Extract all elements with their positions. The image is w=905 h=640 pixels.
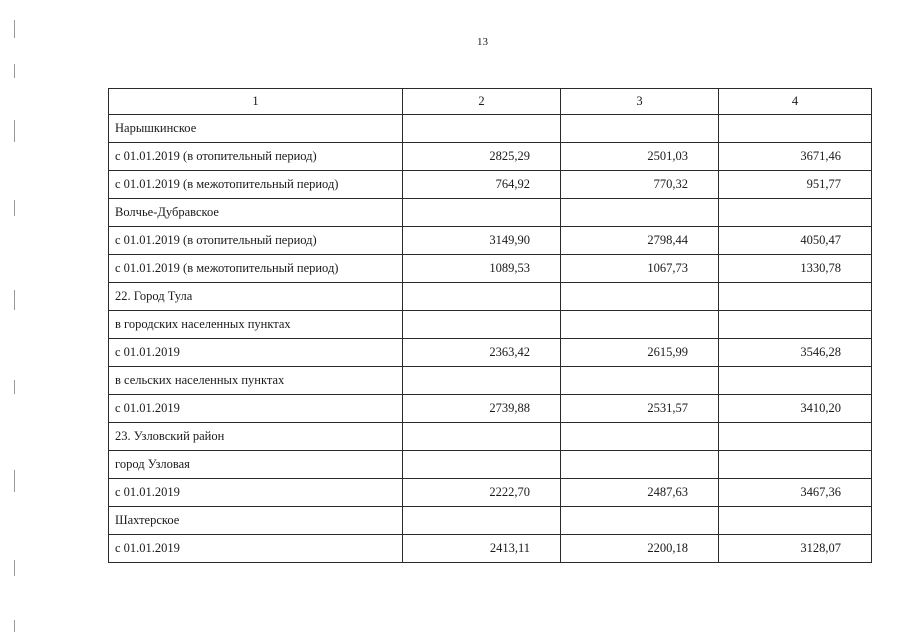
- tariff-value-cell: 2825,29: [403, 143, 561, 171]
- tariff-value-cell: 2363,42: [403, 339, 561, 367]
- tariff-value-cell: [561, 367, 719, 395]
- tariff-value-cell: 3467,36: [719, 479, 872, 507]
- tariff-value-cell: [561, 199, 719, 227]
- tariff-value-cell: [561, 283, 719, 311]
- row-label-cell: в городских населенных пунктах: [109, 311, 403, 339]
- tariff-row: [109, 395, 872, 423]
- tariff-value-cell: [719, 115, 872, 143]
- row-label-cell: с 01.01.2019 (в отопительный период): [109, 143, 403, 171]
- tariff-row: [109, 339, 872, 367]
- tariff-value-cell: 3410,20: [719, 395, 872, 423]
- row-label-cell: с 01.01.2019: [109, 535, 403, 563]
- tariff-value-cell: 2531,57: [561, 395, 719, 423]
- section-label-row: [109, 451, 872, 479]
- tariff-value-cell: 1067,73: [561, 255, 719, 283]
- row-label-cell: с 01.01.2019: [109, 479, 403, 507]
- tariff-value-cell: [719, 311, 872, 339]
- row-label-cell: Волчье-Дубравское: [109, 199, 403, 227]
- column-number-header: 3: [561, 89, 719, 115]
- tariff-value-cell: [403, 199, 561, 227]
- tariff-value-cell: [719, 367, 872, 395]
- row-label-cell: Нарышкинское: [109, 115, 403, 143]
- column-number-header: 1: [109, 89, 403, 115]
- tariff-value-cell: [561, 311, 719, 339]
- row-label-cell: с 01.01.2019: [109, 339, 403, 367]
- table-header-row: [109, 89, 872, 115]
- row-label-cell: 23. Узловский район: [109, 423, 403, 451]
- row-label-cell: 22. Город Тула: [109, 283, 403, 311]
- column-number-header: 4: [719, 89, 872, 115]
- tariff-value-cell: 3128,07: [719, 535, 872, 563]
- tariff-value-cell: 3546,28: [719, 339, 872, 367]
- page-number: 13: [477, 36, 488, 48]
- tariff-table: [108, 88, 872, 563]
- tariff-value-cell: 2798,44: [561, 227, 719, 255]
- tariff-value-cell: 2200,18: [561, 535, 719, 563]
- tariff-value-cell: 2413,11: [403, 535, 561, 563]
- section-label-row: [109, 423, 872, 451]
- tariff-value-cell: 1330,78: [719, 255, 872, 283]
- tariff-value-cell: [561, 423, 719, 451]
- tariff-row: [109, 227, 872, 255]
- tariff-value-cell: [403, 283, 561, 311]
- tariff-value-cell: 3671,46: [719, 143, 872, 171]
- row-label-cell: с 01.01.2019 (в отопительный период): [109, 227, 403, 255]
- tariff-value-cell: 2501,03: [561, 143, 719, 171]
- tariff-value-cell: [719, 283, 872, 311]
- tariff-value-cell: 1089,53: [403, 255, 561, 283]
- tariff-row: [109, 143, 872, 171]
- tariff-value-cell: [719, 507, 872, 535]
- tariff-value-cell: 770,32: [561, 171, 719, 199]
- tariff-value-cell: [403, 115, 561, 143]
- tariff-value-cell: [561, 507, 719, 535]
- tariff-value-cell: 3149,90: [403, 227, 561, 255]
- tariff-value-cell: [403, 507, 561, 535]
- section-label-row: [109, 283, 872, 311]
- tariff-value-cell: 764,92: [403, 171, 561, 199]
- tariff-value-cell: [403, 423, 561, 451]
- column-number-header: 2: [403, 89, 561, 115]
- tariff-row: [109, 535, 872, 563]
- tariff-value-cell: [719, 423, 872, 451]
- tariff-value-cell: [561, 451, 719, 479]
- tariff-value-cell: 4050,47: [719, 227, 872, 255]
- section-label-row: [109, 311, 872, 339]
- row-label-cell: с 01.01.2019: [109, 395, 403, 423]
- tariff-row: [109, 255, 872, 283]
- tariff-row: [109, 171, 872, 199]
- section-label-row: [109, 115, 872, 143]
- tariff-row: [109, 479, 872, 507]
- tariff-value-cell: 2487,63: [561, 479, 719, 507]
- row-label-cell: с 01.01.2019 (в межотопительный период): [109, 255, 403, 283]
- tariff-value-cell: [719, 451, 872, 479]
- tariff-value-cell: [403, 311, 561, 339]
- tariff-value-cell: [403, 451, 561, 479]
- row-label-cell: город Узловая: [109, 451, 403, 479]
- binding-margin-marks: [14, 0, 16, 640]
- row-label-cell: Шахтерское: [109, 507, 403, 535]
- tariff-value-cell: 2222,70: [403, 479, 561, 507]
- tariff-value-cell: [403, 367, 561, 395]
- tariff-value-cell: 2615,99: [561, 339, 719, 367]
- tariff-value-cell: 951,77: [719, 171, 872, 199]
- tariff-value-cell: [561, 115, 719, 143]
- section-label-row: [109, 199, 872, 227]
- section-label-row: [109, 367, 872, 395]
- tariff-value-cell: [719, 199, 872, 227]
- row-label-cell: в сельских населенных пунктах: [109, 367, 403, 395]
- row-label-cell: с 01.01.2019 (в межотопительный период): [109, 171, 403, 199]
- tariff-value-cell: 2739,88: [403, 395, 561, 423]
- section-label-row: [109, 507, 872, 535]
